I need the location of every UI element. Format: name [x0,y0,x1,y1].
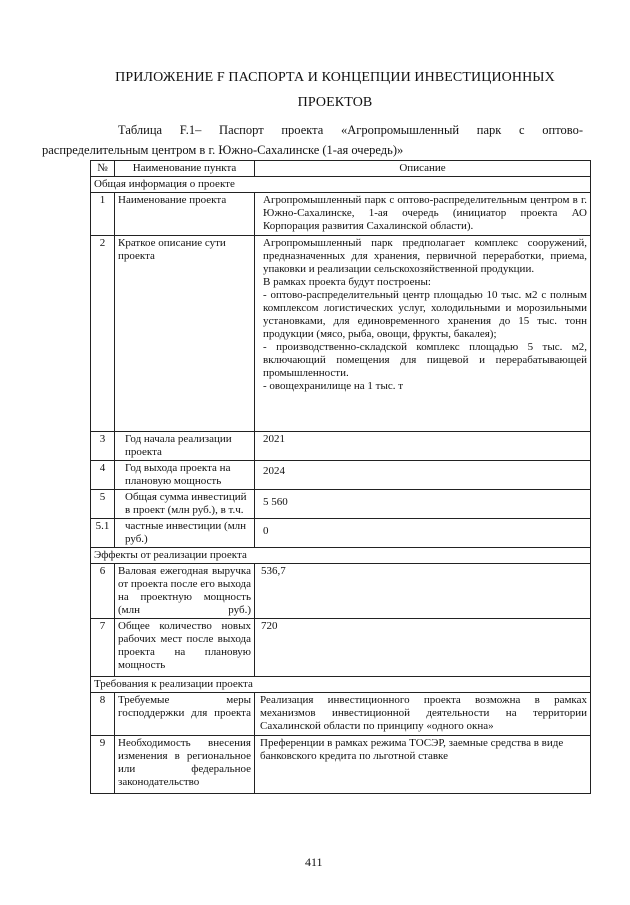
row-num: 5.1 [91,519,115,548]
header-num: № [91,161,115,177]
row-desc: 536,7 [255,564,591,619]
row-desc: 2021 [255,432,591,461]
table-row [91,736,591,794]
row-name: Валовая ежегодная выручка от проекта после его выхода на проектную мощность (млн руб.) [115,564,255,619]
table-row [91,461,591,490]
row-name: Год начала реализации проекта [115,432,255,461]
row-num: 5 [91,490,115,519]
table-row [91,236,591,432]
table-caption-line2: распределительным центром в г. Южно-Сахалинске (1-ая очередь)» [42,143,404,157]
row-num: 4 [91,461,115,490]
table-row [91,432,591,461]
row-name: Необходимость внесения изменения в региональное или федеральное законодательство [115,736,255,794]
table-row [91,693,591,736]
header-name: Наименование пункта [115,161,255,177]
row-num: 3 [91,432,115,461]
section-requirements-label: Требования к реализации проекта [91,677,591,693]
row-num: 7 [91,619,115,677]
row-num: 6 [91,564,115,619]
row-desc: Агропромышленный парк с оптово-распределительным центром в г. Южно-Сахалинске, 1-ая очередь (инициатор проекта АО Корпорация развития Сахалинской области). [255,193,591,236]
header-desc: Описание [255,161,591,177]
row-name: Год выхода проекта на плановую мощность [115,461,255,490]
row-desc: 720 [255,619,591,677]
row-name: частные инвестиции (млн руб.) [115,519,255,548]
section-general-label: Общая информация о проекте [91,177,591,193]
row-num: 2 [91,236,115,432]
table-row [91,193,591,236]
row-num: 1 [91,193,115,236]
project-passport-table [90,160,591,794]
table-row [91,490,591,519]
desc-paragraph: В рамках проекта будут построены: [263,276,431,288]
row-name: Наименование проекта [115,193,255,236]
section-row-requirements [91,677,591,693]
desc-paragraph: - оптово-распределительный центр площадью 10 тыс. м2 с полным комплексом логистических услуг, холодильными и морозильными установками, для единовременного хранения до 15 тыс. тонн продукции (мясо, рыба, овощи, фрукты, бакалея); [263,289,587,340]
row-name: Общая сумма инвестиций в проект (млн руб.), в т.ч. [115,490,255,519]
row-num: 9 [91,736,115,794]
row-desc: 5 560 [255,490,591,519]
row-name: Краткое описание сути проекта [115,236,255,432]
desc-paragraph: Агропромышленный парк предполагает комплекс сооружений, предназначенных для хранения, первичной переработки, приема, упаковки и реализации сельскохозяйственной продукции. [263,237,587,275]
row-desc: 2024 [255,461,591,490]
table-caption-line1: Таблица F.1– Паспорт проекта «Агропромышленный парк с оптово- [118,123,583,137]
page-number: 411 [305,855,323,869]
desc-paragraph: - производственно-складской комплекс площадью 5 тыс. м2, включающий помещения для пищевой и перерабатывающей промышленности. [263,341,587,379]
table-row [91,619,591,677]
desc-paragraph: - овощехранилище на 1 тыс. т [263,380,404,392]
section-effects-label: Эффекты от реализации проекта [91,548,591,564]
row-name: Требуемые меры господдержки для проекта [115,693,255,736]
row-name: Общее количество новых рабочих мест после выхода проекта на плановую мощность [115,619,255,677]
row-num: 8 [91,693,115,736]
appendix-title-line2: ПРОЕКТОВ [297,95,373,110]
section-row-effects [91,548,591,564]
row-desc: Реализация инвестиционного проекта возможна в рамках механизмов инвестиционной деятельности на территории Сахалинской области по принципу «одного окна» [255,693,591,736]
row-desc: Преференции в рамках режима ТОСЭР, заемные средства в виде банковского кредита по льготной ставке [255,736,591,794]
section-row-general [91,177,591,193]
table-header-row [91,161,591,177]
row-desc [255,236,591,432]
table-row [91,564,591,619]
row-desc: 0 [255,519,591,548]
appendix-title-line1: ПРИЛОЖЕНИЕ F ПАСПОРТА И КОНЦЕПЦИИ ИНВЕСТИЦИОННЫХ [115,70,555,85]
table-row [91,519,591,548]
